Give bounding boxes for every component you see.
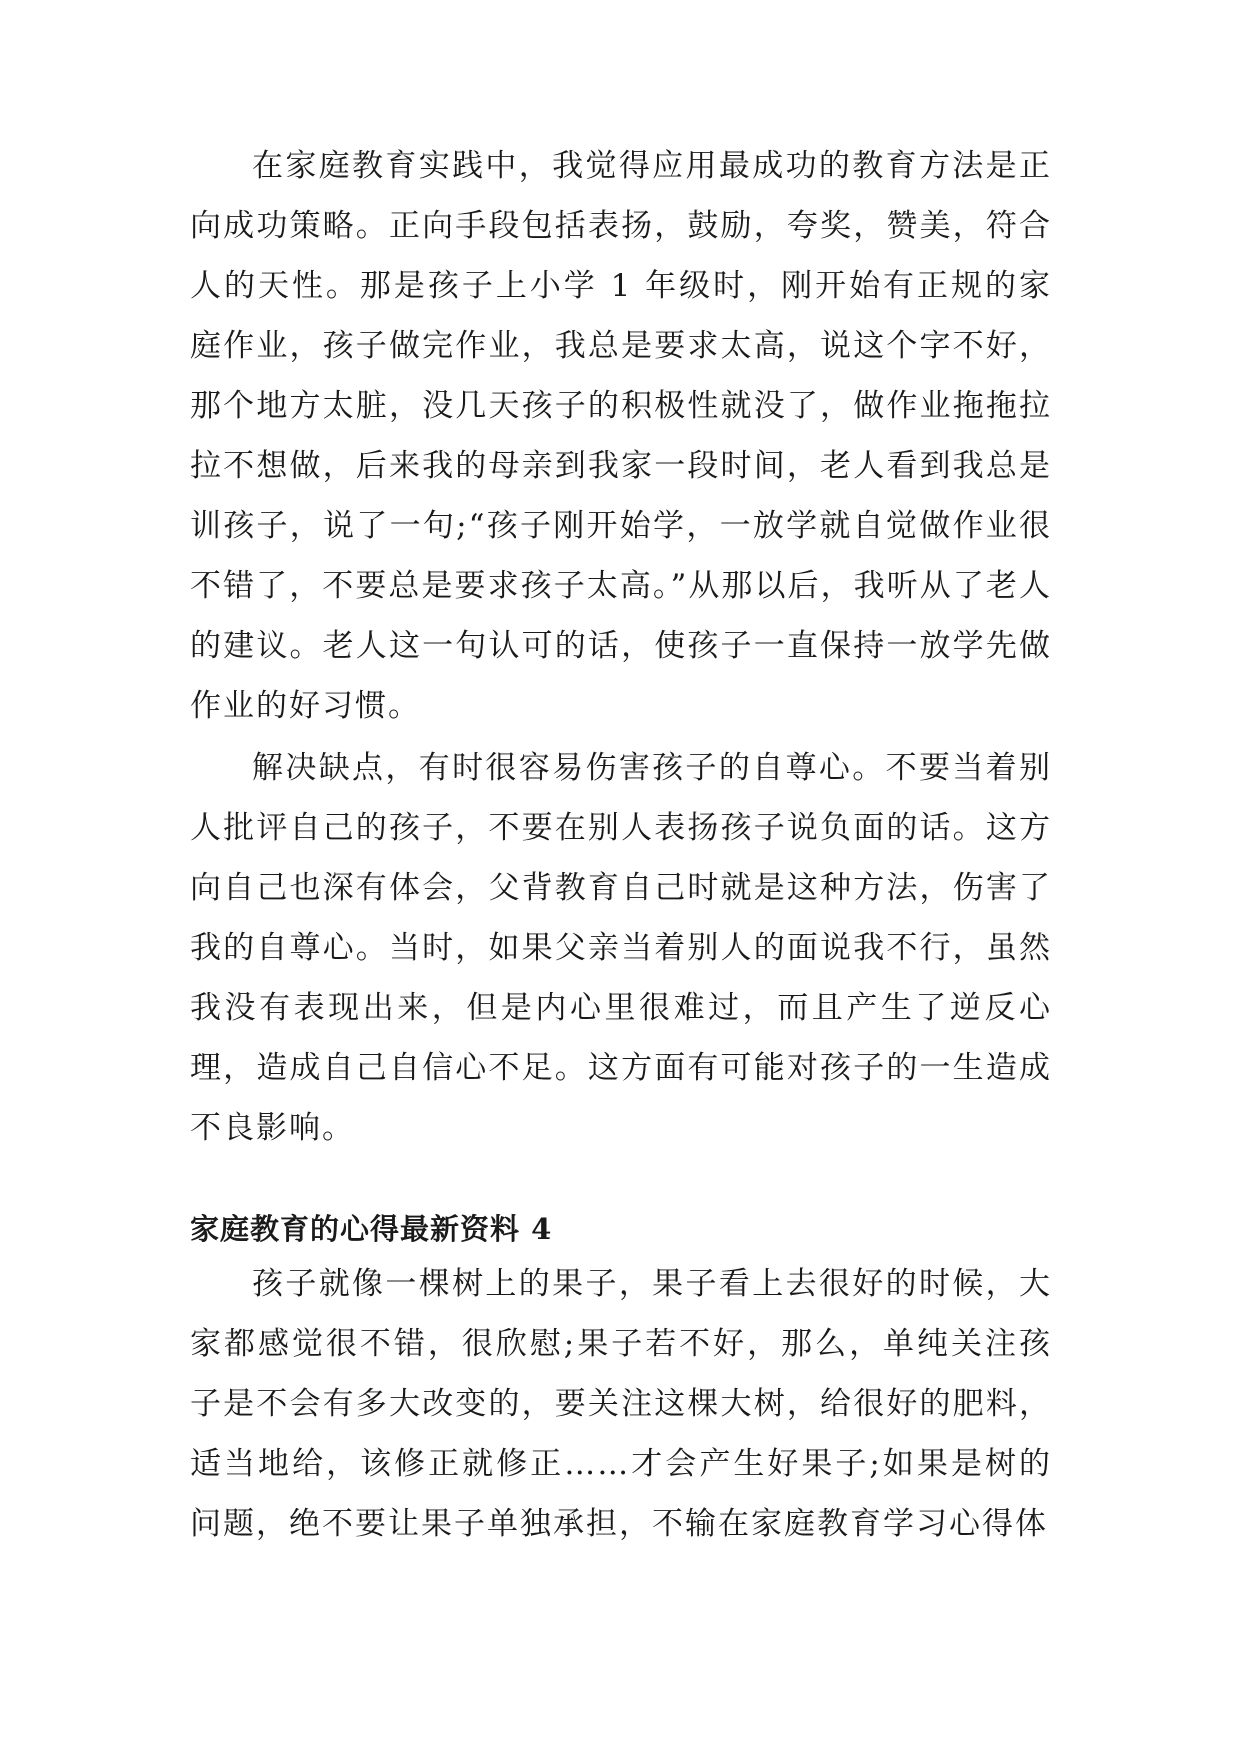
paragraph-tree-fruit: 孩子就像一棵树上的果子，果子看上去很好的时候，大家都感觉很不错，很欣慰;果子若不好，那么，单纯关注孩子是不会有多大改变的，要关注这棵大树，给很好的肥料，适当地给，该修正就修正……才会产生好果子;如果是树的问题，绝不要让果子单独承担，不输在家庭教育学习心得体 [190,1266,1052,1542]
section-heading: 家庭教育的心得最新资料 4 [190,1212,553,1246]
paragraph-self-esteem: 解决缺点，有时很容易伤害孩子的自尊心。不要当着别人批评自己的孩子，不要在别人表扬孩子说负面的话。这方向自己也深有体会，父背教育自己时就是这种方法，伤害了我的自尊心。当时，如果父亲当着别人的面说我不行，虽然我没有表现出来，但是内心里很难过，而且产生了逆反心理，造成自己自信心不足。这方面有可能对孩子的一生造成不良影响。 [190,750,1052,1146]
paragraph-positive-strategy: 在家庭教育实践中，我觉得应用最成功的教育方法是正向成功策略。正向手段包括表扬，鼓励，夸奖，赞美，符合人的天性。那是孩子上小学 1 年级时，刚开始有正规的家庭作业，孩子做完作业，我总是要求太高，说这个字不好，那个地方太脏，没几天孩子的积极性就没了，做作业拖拖拉拉不想做，后来我的母亲到我家一段时间，老人看到我总是训孩子，说了一句;“孩子刚开始学，一放学就自觉做作业很不错了，不要总是要求孩子太高。”从那以后，我听从了老人的建议。老人这一句认可的话，使孩子一直保持一放学先做作业的好习惯。 [190,148,1052,724]
